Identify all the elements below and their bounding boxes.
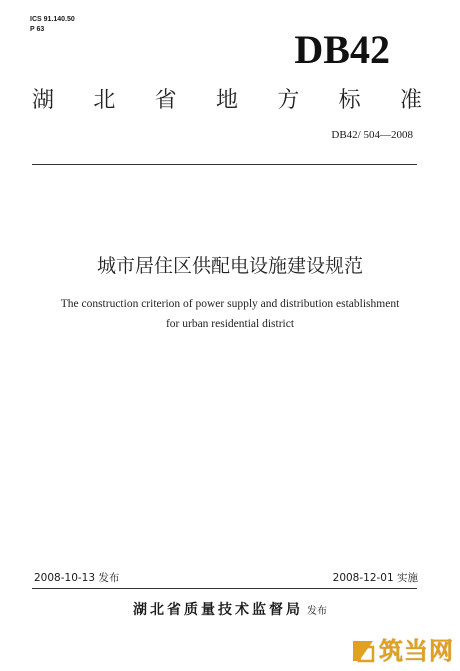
title-english	[0, 294, 460, 334]
title-chinese: 城市居住区供配电设施建设规范	[96, 255, 363, 277]
standard-type-char: 标	[338, 88, 361, 113]
standard-code: DB42	[294, 27, 390, 72]
standard-type-char: 湖	[32, 88, 55, 113]
standard-type-char: 地	[215, 88, 238, 113]
header-divider	[32, 164, 417, 165]
ics-code: ICS 91.140.50	[30, 16, 75, 23]
issue-date: 2008-10-13 发布	[34, 572, 120, 584]
title-english-line2: for urban residential district	[165, 318, 295, 330]
footer-divider	[32, 588, 417, 589]
title-english-line1: The construction criterion of power supply and distribution establishment	[60, 298, 400, 310]
issuer-suffix: 发布	[307, 606, 327, 617]
issuer-name: 湖北省质量技术监督局	[133, 602, 303, 618]
watermark-text: 筑当网	[379, 637, 454, 665]
document-number: DB42/ 504—2008	[331, 129, 413, 141]
watermark-logo-icon	[349, 637, 377, 665]
watermark	[349, 637, 454, 665]
issuer-line	[0, 600, 460, 622]
p-code: P 63	[30, 26, 45, 33]
standard-type-char: 省	[154, 88, 177, 113]
implement-date: 2008-12-01 实施	[332, 572, 418, 584]
standard-type	[32, 86, 422, 116]
standard-type-char: 方	[277, 88, 300, 113]
standard-type-char: 北	[93, 88, 116, 113]
standard-type-char: 准	[399, 88, 422, 113]
